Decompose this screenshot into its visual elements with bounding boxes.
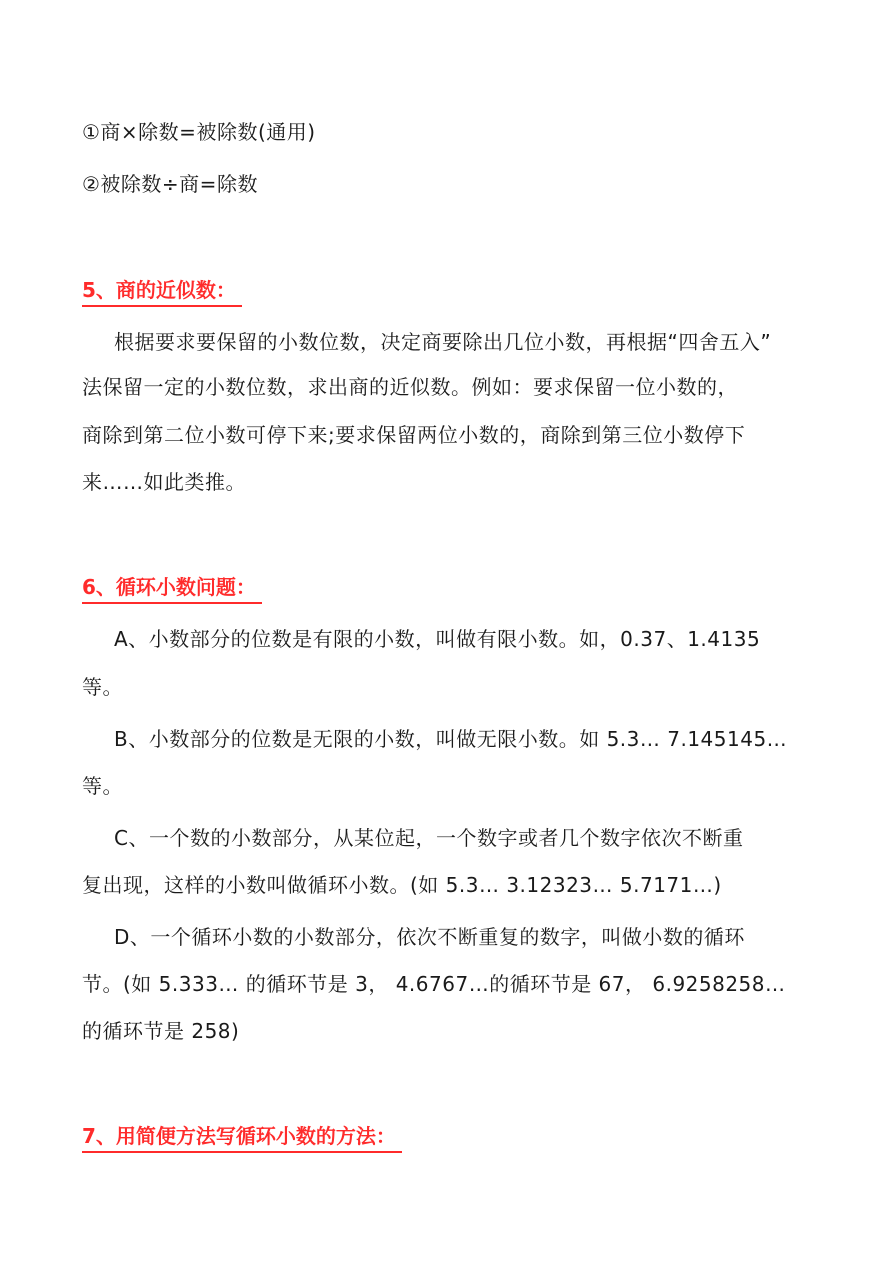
section-6-b-line-2: 等。: [82, 774, 123, 798]
section-5-heading: 5、商的近似数：: [82, 275, 242, 307]
section-6-heading: 6、循环小数问题：: [82, 572, 262, 604]
section-5-line-2: 法保留一定的小数位数，求出商的近似数。例如：要求保留一位小数的，: [82, 375, 738, 399]
section-6-d-line-2: 节。(如 5.333… 的循环节是 3， 4.6767…的循环节是 67， 6.9258258…: [82, 972, 786, 996]
section-6-d-line-3: 的循环节是 258): [82, 1019, 240, 1043]
section-6-c-line-1: C、一个数的小数部分，从某位起，一个数字或者几个数字依次不断重: [114, 826, 744, 850]
section-7-heading: 7、用简便方法写循环小数的方法：: [82, 1121, 402, 1153]
formula-quotient-times-divisor: ①商×除数=被除数(通用): [82, 120, 316, 144]
section-5-line-3: 商除到第二位小数可停下来;要求保留两位小数的，商除到第三位小数停下: [82, 423, 746, 447]
section-6-d-line-1: D、一个循环小数的小数部分，依次不断重复的数字，叫做小数的循环: [114, 925, 745, 949]
section-5-line-1: 根据要求要保留的小数位数，决定商要除出几位小数，再根据“四舍五入”: [114, 330, 772, 354]
section-6-a-line-1: A、小数部分的位数是有限的小数，叫做有限小数。如，0.37、1.4135: [114, 627, 761, 651]
section-6-b-line-1: B、小数部分的位数是无限的小数，叫做无限小数。如 5.3… 7.145145…: [114, 727, 788, 751]
formula-dividend-divided-by-quotient: ②被除数÷商=除数: [82, 172, 258, 196]
section-5-line-4: 来……如此类推。: [82, 470, 246, 494]
section-6-a-line-2: 等。: [82, 675, 123, 699]
section-6-c-line-2: 复出现，这样的小数叫做循环小数。(如 5.3… 3.12323… 5.7171…): [82, 873, 722, 897]
